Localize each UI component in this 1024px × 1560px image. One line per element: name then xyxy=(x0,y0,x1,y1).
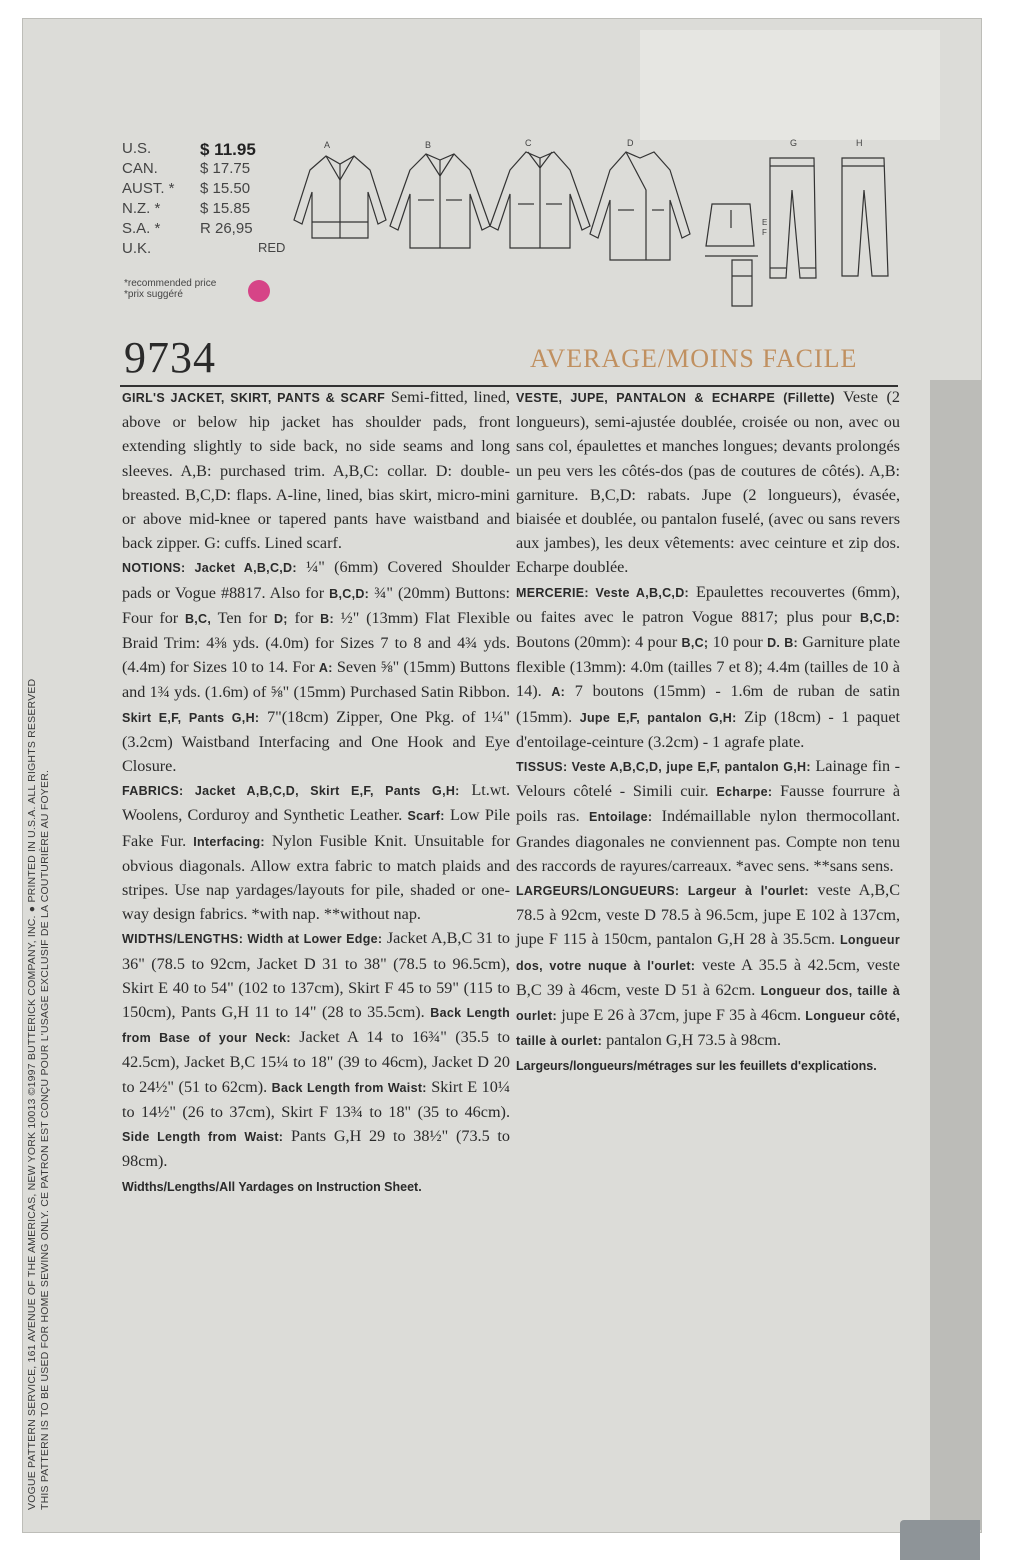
notions-text: Ten for xyxy=(217,608,268,627)
view-label: C xyxy=(525,138,532,148)
notions-view-code: B,C, xyxy=(184,611,212,626)
view-label: F xyxy=(762,228,767,237)
french-column xyxy=(516,385,900,1079)
notions-text: ¾" (20mm) Buttons: Four for xyxy=(122,583,511,627)
price-note-en: *recommended price xyxy=(124,278,217,289)
price-country: S.A. * xyxy=(122,220,161,237)
widths-subheading: Back Length from Base of your Neck: xyxy=(122,1006,511,1046)
mercerie-view-code: B,C,D: xyxy=(860,610,900,625)
notions-text: ¼" (6mm) Covered Shoulder pads or Vogue #8817. Also for xyxy=(122,558,510,602)
view-label: G xyxy=(790,138,798,148)
french-description-paragraph xyxy=(516,385,900,580)
price-row xyxy=(122,160,282,180)
mercerie-view-code: Jupe E,F, pantalon G,H: xyxy=(579,710,737,725)
price-row xyxy=(122,180,282,200)
french-largeurs-paragraph xyxy=(516,878,900,1053)
side-text-line-2: THIS PATTERN IS TO BE USED FOR HOME SEWING ONLY. CE PATRON EST CONÇU POUR L'USAGE EXCLUSIF DE LA COUTURIÈRE AU FOYER. xyxy=(39,769,51,1510)
price-country: U.S. xyxy=(122,140,152,157)
largeurs-subheading: Longueur dos, taille à ourlet: xyxy=(516,983,900,1024)
largeurs-heading: LARGEURS/LONGUEURS: Largeur à l'ourlet: xyxy=(516,884,809,899)
garment-line-drawings xyxy=(290,130,910,330)
notions-view-code: B,C,D: xyxy=(329,586,370,601)
mercerie-text: Boutons (20mm): 4 pour xyxy=(516,633,678,652)
mercerie-view-code: A: xyxy=(551,685,566,700)
largeurs-text: pantalon G,H 73.5 à 98cm. xyxy=(606,1031,782,1050)
french-description: Veste (2 longueurs), semi-ajustée doublée, croisée ou non, avec ou sans col, épaulettes et manches longues; devants prolongés un peu vers les côtés-dos (pas de coutures de côtés). A,B: garniture. B,C,D: rabats. Jupe (2 longueurs), évasée, biaisée et doublée, ou pantalon fuselé, (avec ou sans revers aux jambes), les deux vêtements: avec ceinture et zip dos. Echarpe doublée. xyxy=(516,388,901,577)
side-text-line-1: VOGUE PATTERN SERVICE, 161 AVENUE OF THE AMERICAS, NEW YORK 10013 ©1997 BUTTERICK COMPANY, INC. ● PRINTED IN U.S.A. ALL RIGHTS RESERVED xyxy=(26,678,38,1510)
tissus-text: Lainage fin - Velours côtelé - Simili cuir. xyxy=(516,757,900,801)
envelope-shadow xyxy=(930,380,982,1530)
notions-heading: NOTIONS: Jacket A,B,C,D: xyxy=(122,561,297,576)
english-description: Semi-fitted, lined, above or below hip jacket has shoulder pads, front extending slightly to side back, no side seams and long sleeves. A,B: purchased trim. A,B,C: collar. D: double-breasted. B,C,D: flaps. A-line, lined, bias skirt, micro-mini or above mid-knee or tapered pants have waistband and back zipper. G: cuffs. Lined scarf. xyxy=(122,388,511,553)
notions-text: ½" (13mm) Flat Flexible Braid Trim: 4⅜ yds. (4.0m) for Sizes 7 to 8 and 4¾ yds. (4.4m) for Sizes 10 to 14. For xyxy=(122,608,510,677)
jacket-c-sketch xyxy=(490,152,590,248)
view-label: E xyxy=(762,218,768,227)
widths-subheading: Back Length from Waist: xyxy=(271,1080,427,1095)
price-value: $ 15.85 xyxy=(200,200,251,217)
english-fabrics-paragraph xyxy=(122,778,510,926)
french-footer-note: Largeurs/longueurs/métrages sur les feuillets d'explications. xyxy=(516,1059,877,1074)
view-sketches xyxy=(290,130,910,330)
view-label: A xyxy=(324,140,331,150)
view-label: B xyxy=(425,140,432,150)
largeurs-subheading: Longueur côté, taille à ourlet: xyxy=(516,1009,900,1049)
mercerie-text: Garniture plate flexible (13mm): 4.0m (tailles 7 et 8); 4.4m (tailles de 10 à 14). xyxy=(516,633,901,701)
recommended-price-note xyxy=(124,278,216,300)
price-note-fr: *prix suggéré xyxy=(124,289,183,300)
price-row xyxy=(122,240,286,260)
mercerie-heading: MERCERIE: Veste A,B,C,D: xyxy=(516,585,689,600)
price-value: $ 15.50 xyxy=(200,180,251,197)
fabrics-text: Nylon Fusible Knit. Unsuitable for obvious diagonals. Allow extra fabric to match plaids and stripes. Use nap yardages/layouts for pile, shaded or one-way design fabrics. *with nap. **without nap. xyxy=(122,831,511,924)
english-description-paragraph xyxy=(122,385,510,555)
price-row xyxy=(122,200,282,220)
fabrics-text: Low Pile Fake Fur. xyxy=(122,806,511,850)
jacket-d-sketch xyxy=(590,152,690,260)
price-list xyxy=(122,140,286,260)
envelope-flap xyxy=(640,30,940,140)
tissus-heading: TISSUS: Veste A,B,C,D, jupe E,F, pantalon G,H: xyxy=(516,760,811,775)
skirt-sketch xyxy=(705,204,758,256)
english-column xyxy=(122,385,510,1200)
english-footer-note: Widths/Lengths/All Yardages on Instruction Sheet. xyxy=(122,1179,422,1194)
notions-view-code: D; xyxy=(273,611,288,626)
tissus-text: Fausse fourrure à poils ras. xyxy=(516,782,901,826)
fabrics-text: Lt.wt. Woolens, Corduroy and Synthetic Leather. xyxy=(122,781,511,825)
french-tissus-paragraph xyxy=(516,754,900,878)
notions-text: 7"(18cm) Zipper, One Pkg. of 1¼" (3.2cm) Waistband Interfacing and One Hook and Eye Closure. xyxy=(122,707,510,776)
side-copyright-text xyxy=(26,140,52,1510)
pants-h-sketch xyxy=(842,158,888,276)
price-row xyxy=(122,140,282,160)
widths-text: Skirt E 10¼ to 14½" (26 to 37cm), Skirt F 13¾ to 18" (35 to 46cm). xyxy=(122,1077,510,1121)
french-title: VESTE, JUPE, PANTALON & ECHARPE (Fillette) xyxy=(516,391,835,405)
notions-text: Seven ⅝" (15mm) Buttons and 1¾ yds. (1.6m) of ⅝" (15mm) Purchased Satin Ribbon. xyxy=(122,658,510,702)
view-label: D xyxy=(627,138,634,148)
mercerie-text: Epaulettes recouvertes (6mm), ou faites avec le patron Vogue 8817; plus pour xyxy=(516,582,901,626)
tissus-subheading: Entoilage: xyxy=(588,810,653,825)
price-country: N.Z. * xyxy=(122,200,161,217)
price-value: $ 11.95 xyxy=(200,140,256,159)
mercerie-text: 10 pour xyxy=(712,633,763,652)
french-mercerie-paragraph xyxy=(516,580,900,754)
notions-view-code: Skirt E,F, Pants G,H: xyxy=(122,710,260,725)
mercerie-text: Zip (18cm) - 1 paquet d'entoilage-ceinture (3.2cm) - 1 agrafe plate. xyxy=(516,707,901,751)
pattern-number: 9734 xyxy=(124,333,216,382)
corner-overlay xyxy=(900,1520,980,1560)
mercerie-view-code: B,C; xyxy=(681,636,709,651)
mercerie-text: 7 boutons (15mm) - 1.6m de ruban de satin (15mm). xyxy=(516,682,900,726)
price-value: RED xyxy=(258,240,286,255)
fabrics-subheading: Interfacing: xyxy=(193,834,265,849)
scarf-sketch xyxy=(732,260,752,306)
largeurs-text: veste A,B,C 78.5 à 92cm, veste D 78.5 à 96.5cm, jupe E 102 à 137cm, jupe F 115 à 150cm, pantalon G,H 28 à 35.5cm. xyxy=(516,881,901,949)
tissus-subheading: Echarpe: xyxy=(716,785,773,800)
tissus-text: Indémaillable nylon thermocollant. Grandes diagonales ne conviennent pas. Compte non tenu des raccords de rayures/carreaux. *avec sens. **sans sens. xyxy=(516,807,901,875)
fabrics-subheading: Scarf: xyxy=(407,809,445,824)
difficulty-level: AVERAGE/MOINS FACILE xyxy=(530,344,858,373)
fabrics-heading: FABRICS: Jacket A,B,C,D, Skirt E,F, Pants G,H: xyxy=(122,784,460,799)
price-country: U.K. xyxy=(122,240,152,257)
widths-text: Jacket A,B,C 31 to 36" (78.5 to 92cm, Jacket D 31 to 38" (78.5 to 96.5cm), Skirt E 40 to 54" (102 to 137cm), Skirt F 45 to 59" (115 to 150cm), Pants G,H 11 to 14" (28 to 35.5cm). xyxy=(122,929,510,1022)
price-value: $ 17.75 xyxy=(200,160,251,177)
view-label: H xyxy=(856,138,863,148)
largeurs-subheading: Longueur dos, votre nuque à l'ourlet: xyxy=(516,933,901,973)
english-notions-paragraph xyxy=(122,555,510,778)
notions-view-code: A: xyxy=(318,661,333,676)
english-title: GIRL'S JACKET, SKIRT, PANTS & SCARF xyxy=(122,391,386,405)
widths-subheading: Side Length from Waist: xyxy=(122,1130,284,1145)
price-value: R 26,95 xyxy=(200,220,253,237)
price-country: AUST. * xyxy=(122,180,175,197)
largeurs-text: jupe E 26 à 37cm, jupe F 35 à 46cm. xyxy=(561,1006,802,1025)
widths-heading: WIDTHS/LENGTHS: Width at Lower Edge: xyxy=(122,932,383,947)
color-dot-marker xyxy=(248,280,270,302)
price-row xyxy=(122,220,282,240)
jacket-a-sketch xyxy=(294,156,386,238)
notions-text: for xyxy=(294,608,314,627)
widths-text: Jacket A 14 to 16¾" (35.5 to 42.5cm), Jacket B,C 15¼ to 18" (39 to 46cm), Jacket D 20 to 24½" (51 to 62cm). xyxy=(122,1028,511,1096)
notions-view-code: B: xyxy=(320,611,334,626)
english-widths-paragraph xyxy=(122,926,510,1173)
price-country: CAN. xyxy=(122,160,158,177)
mercerie-view-code: D. B: xyxy=(767,636,798,651)
pants-g-sketch xyxy=(770,158,816,278)
widths-text: Pants G,H 29 to 38½" (73.5 to 98cm). xyxy=(122,1127,511,1171)
jacket-b-sketch xyxy=(390,154,490,248)
largeurs-text: veste A 35.5 à 42.5cm, veste B,C 39 à 46cm, veste D 51 à 62cm. xyxy=(516,955,900,999)
